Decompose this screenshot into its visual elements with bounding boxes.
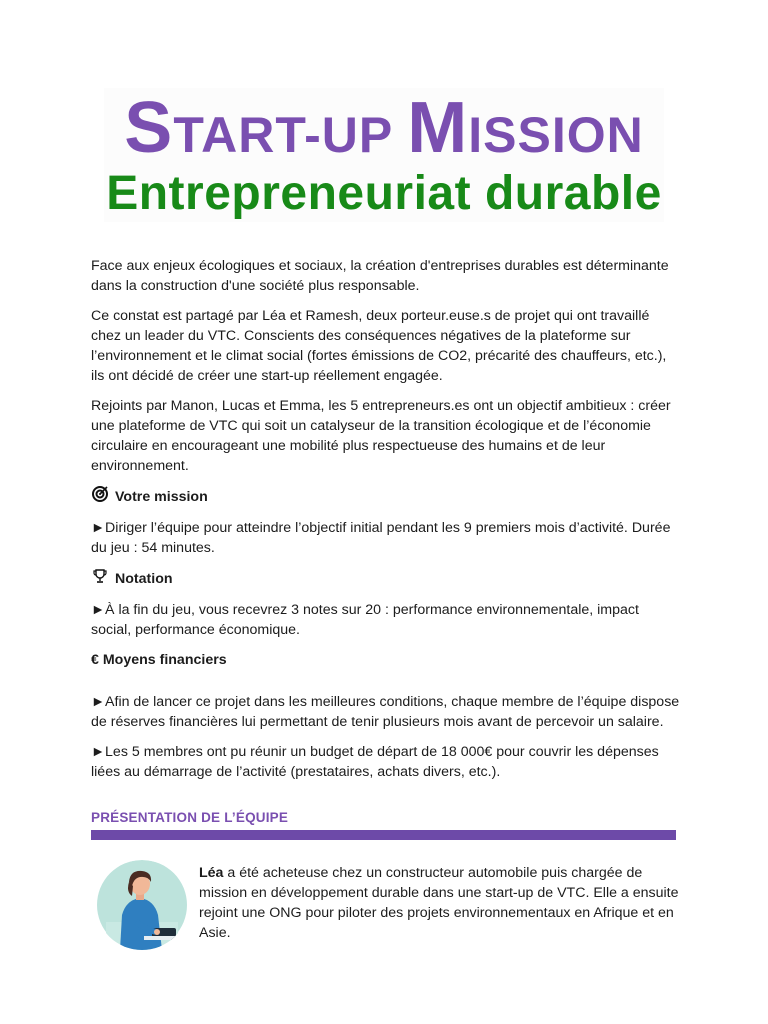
trophy-icon — [91, 568, 109, 590]
member-bio-text: a été acheteuse chez un constructeur automobile puis chargée de mission en développement durable dans une start-up de VTC. Elle a ensuite rejoint une ONG pour piloter des projets environnementaux en Afrique et en Asie. — [199, 865, 679, 941]
intro-paragraph-3: Rejoints par Manon, Lucas et Emma, les 5 entrepreneurs.es ont un objectif ambitieux : créer une plateforme de VTC qui soit un catalyseur de la transition écologique et de l’économie circulaire en encourageant une mobilité plus respectueuse des humains et de leur environnement. — [91, 398, 671, 474]
page-subtitle: Entrepreneuriat durable — [106, 167, 662, 220]
notation-heading — [91, 568, 681, 590]
section-divider — [91, 830, 676, 840]
title-part-tart-up: TART-UP — [173, 107, 408, 163]
notation-heading-text: Notation — [115, 571, 173, 587]
team-section-title: PRÉSENTATION DE L’ÉQUIPE — [91, 810, 289, 825]
lea-avatar — [96, 860, 188, 950]
member-name: Léa — [199, 865, 224, 881]
finance-heading: € Moyens financiers — [91, 652, 227, 668]
spacer — [91, 680, 681, 692]
title-initial-m: M — [407, 88, 469, 168]
title-part-ission: ISSION — [468, 107, 644, 163]
document-body — [91, 256, 681, 792]
finance-text-2: ►Les 5 membres ont pu réunir un budget de départ de 18 000€ pour couvrir les dépenses liées au démarrage de l’activité (prestataires, achats divers, etc.). — [91, 744, 659, 780]
page-title — [104, 88, 664, 167]
intro-paragraph-2: Ce constat est partagé par Léa et Ramesh, deux porteur.euse.s de projet qui ont travaillé chez un leader du VTC. Conscients des conséquences négatives de la plateforme sur l’environnement et le climat social (fortes émissions de CO2, précarité des chauffeurs, etc.), ils ont décidé de créer une start-up réellement engagée. — [91, 308, 667, 384]
notation-text: ►À la fin du jeu, vous recevrez 3 notes sur 20 : performance environnementale, impact social, performance économique. — [91, 602, 639, 638]
lea-bio — [199, 863, 684, 943]
mission-heading — [91, 486, 681, 508]
intro-paragraph-1: Face aux enjeux écologiques et sociaux, la création d'entreprises durables est déterminante dans la construction d'une société plus responsable. — [91, 258, 669, 294]
finance-text-1: ►Afin de lancer ce projet dans les meilleures conditions, chaque membre de l’équipe dispose de réserves financières lui permettant de tenir plusieurs mois avant de percevoir un salaire. — [91, 694, 680, 730]
title-initial-s: S — [124, 88, 174, 168]
mission-text: ►Diriger l’équipe pour atteindre l’objectif initial pendant les 9 premiers mois d’activité. Durée du jeu : 54 minutes. — [91, 520, 671, 556]
title-banner — [104, 88, 664, 222]
target-icon — [91, 486, 109, 508]
mission-heading-text: Votre mission — [115, 489, 208, 505]
